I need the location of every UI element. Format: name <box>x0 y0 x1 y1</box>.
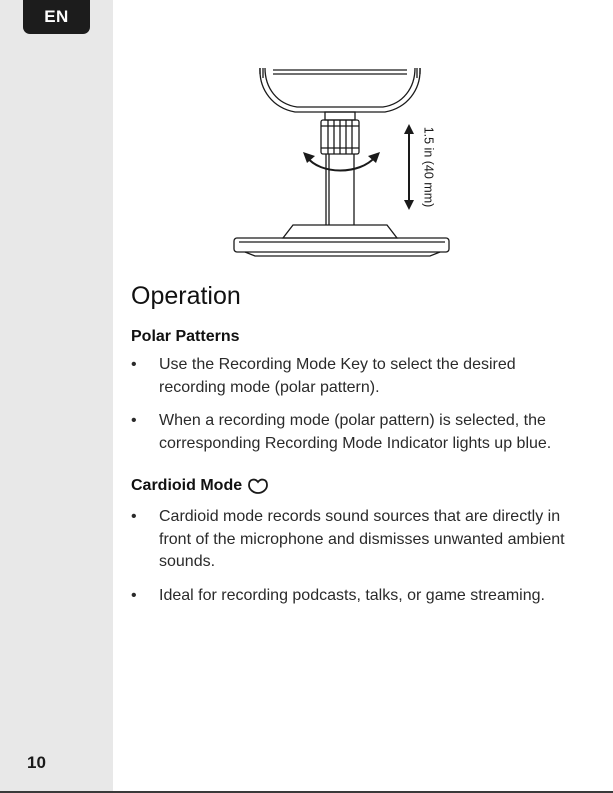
page-number: 10 <box>27 753 46 772</box>
section-title: Operation <box>131 282 241 310</box>
main-content <box>131 280 571 607</box>
list-item: • Use the Recording Mode Key to select the desired recording mode (polar pattern). <box>131 354 571 399</box>
cardioid-icon <box>247 477 269 495</box>
cardioid-mode-list <box>131 506 571 607</box>
polar-patterns-heading: Polar Patterns <box>131 328 240 345</box>
language-badge: EN <box>23 0 90 34</box>
list-item: • When a recording mode (polar pattern) is selected, the corresponding Recording Mode Indicator lights up blue. <box>131 410 571 455</box>
sidebar <box>0 0 113 791</box>
list-item: • Ideal for recording podcasts, talks, or game streaming. <box>131 585 571 608</box>
cardioid-mode-heading: Cardioid Mode <box>131 477 571 495</box>
height-dimension-label: 1.5 in (40 mm) <box>421 126 435 208</box>
list-item: • Cardioid mode records sound sources that are directly in front of the microphone and dismisses unwanted ambient sounds. <box>131 506 571 574</box>
polar-patterns-list <box>131 354 571 455</box>
